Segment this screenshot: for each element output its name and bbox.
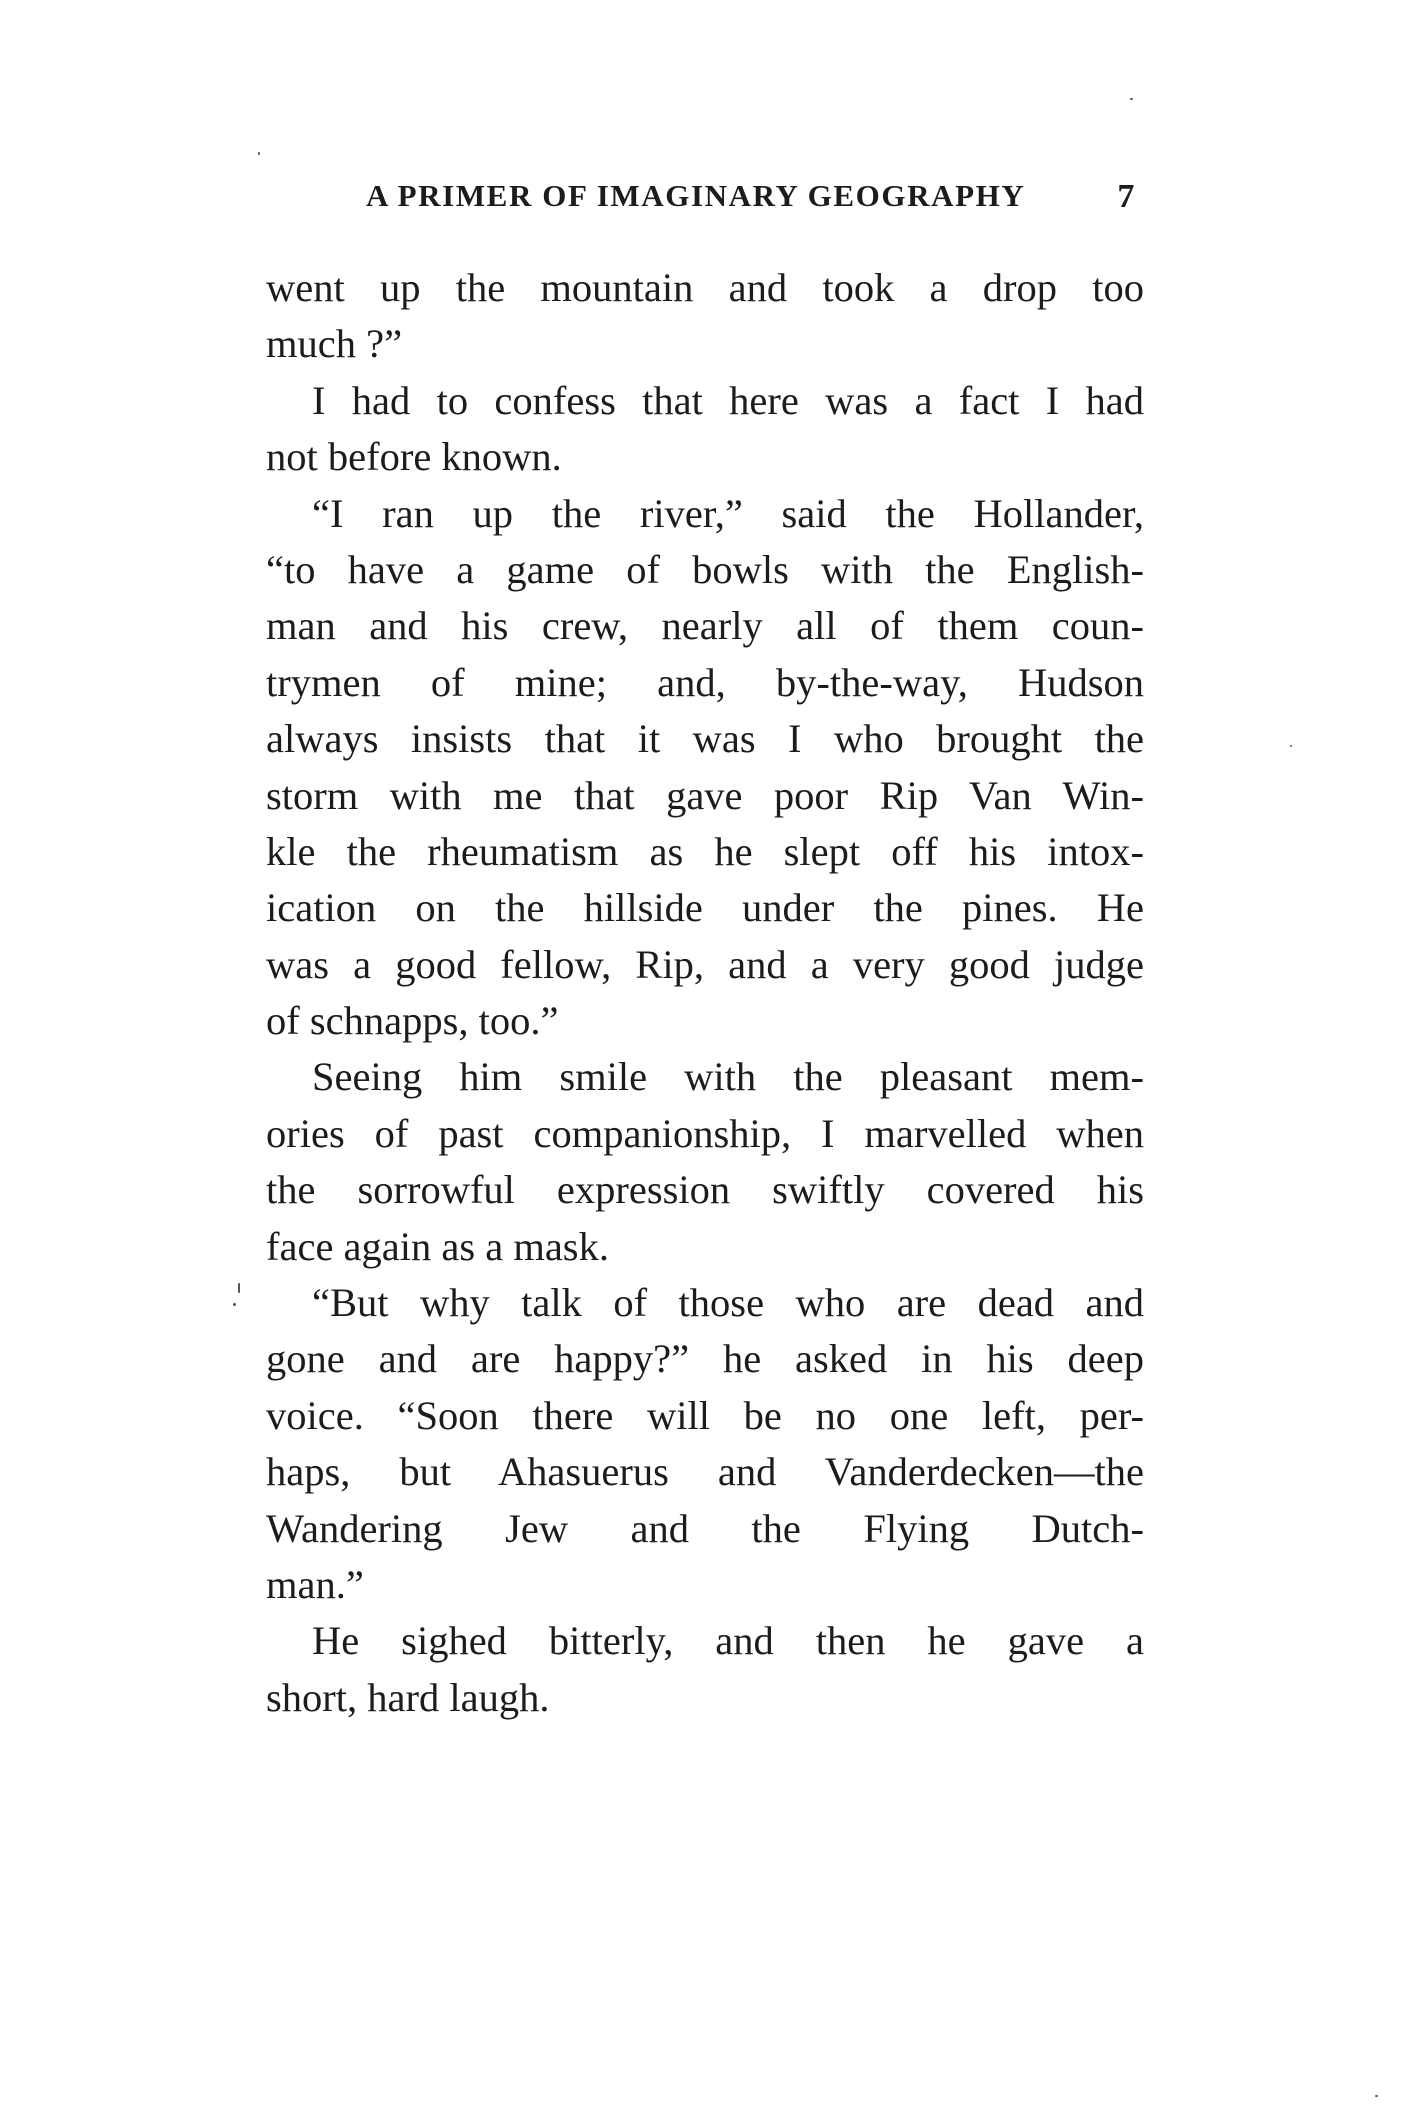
body-text — [266, 260, 1144, 1726]
paper-speck — [1375, 2095, 1378, 2097]
text-line: not before known. — [266, 434, 562, 480]
running-title: A PRIMER OF IMAGINARY GEOGRAPHY — [366, 178, 1026, 213]
text-line: man.” — [266, 1561, 364, 1607]
text-line: man and his crew, nearly all of them coun- — [266, 603, 1144, 649]
text-line: Seeing him smile with the pleasant mem- — [312, 1054, 1144, 1100]
text-line: the sorrowful expression swiftly covered his — [266, 1167, 1144, 1213]
text-line: face again as a mask. — [266, 1223, 609, 1269]
text-line: gone and are happy?” he asked in his deep — [266, 1336, 1144, 1382]
paper-speck — [1130, 98, 1133, 100]
text-line: went up the mountain and took a drop too — [266, 265, 1144, 310]
paper-speck — [233, 1303, 236, 1306]
text-line: “I ran up the river,” said the Hollander, — [312, 490, 1144, 536]
paper-speck — [238, 1283, 240, 1293]
text-line: much ?” — [266, 321, 403, 367]
text-line: “to have a game of bowls with the English- — [266, 546, 1144, 592]
text-line: always insists that it was I who brought the — [266, 716, 1144, 762]
text-line: of schnapps, too.” — [266, 998, 559, 1044]
text-line: I had to confess that here was a fact I had — [312, 377, 1144, 423]
text-line: ories of past companionship, I marvelled when — [266, 1110, 1144, 1156]
text-line: ication on the hillside under the pines. He — [266, 885, 1144, 931]
text-line: short, hard laugh. — [266, 1674, 550, 1720]
text-line: kle the rheumatism as he slept off his intox- — [266, 828, 1144, 874]
paper-speck — [258, 152, 260, 155]
text-line: Wandering Jew and the Flying Dutch- — [266, 1505, 1144, 1551]
page-number: 7 — [1117, 178, 1136, 215]
text-line: was a good fellow, Rip, and a very good judge — [266, 941, 1144, 987]
text-line: storm with me that gave poor Rip Van Win- — [266, 772, 1144, 818]
text-line: voice. “Soon there will be no one left, per- — [266, 1392, 1144, 1438]
running-head — [366, 178, 1136, 218]
paper-speck — [1290, 745, 1292, 747]
text-line: “But why talk of those who are dead and — [312, 1280, 1144, 1326]
text-line: haps, but Ahasuerus and Vanderdecken—the — [266, 1449, 1144, 1495]
text-line: He sighed bitterly, and then he gave a — [312, 1618, 1144, 1664]
text-line: trymen of mine; and, by-the-way, Hudson — [266, 659, 1144, 705]
